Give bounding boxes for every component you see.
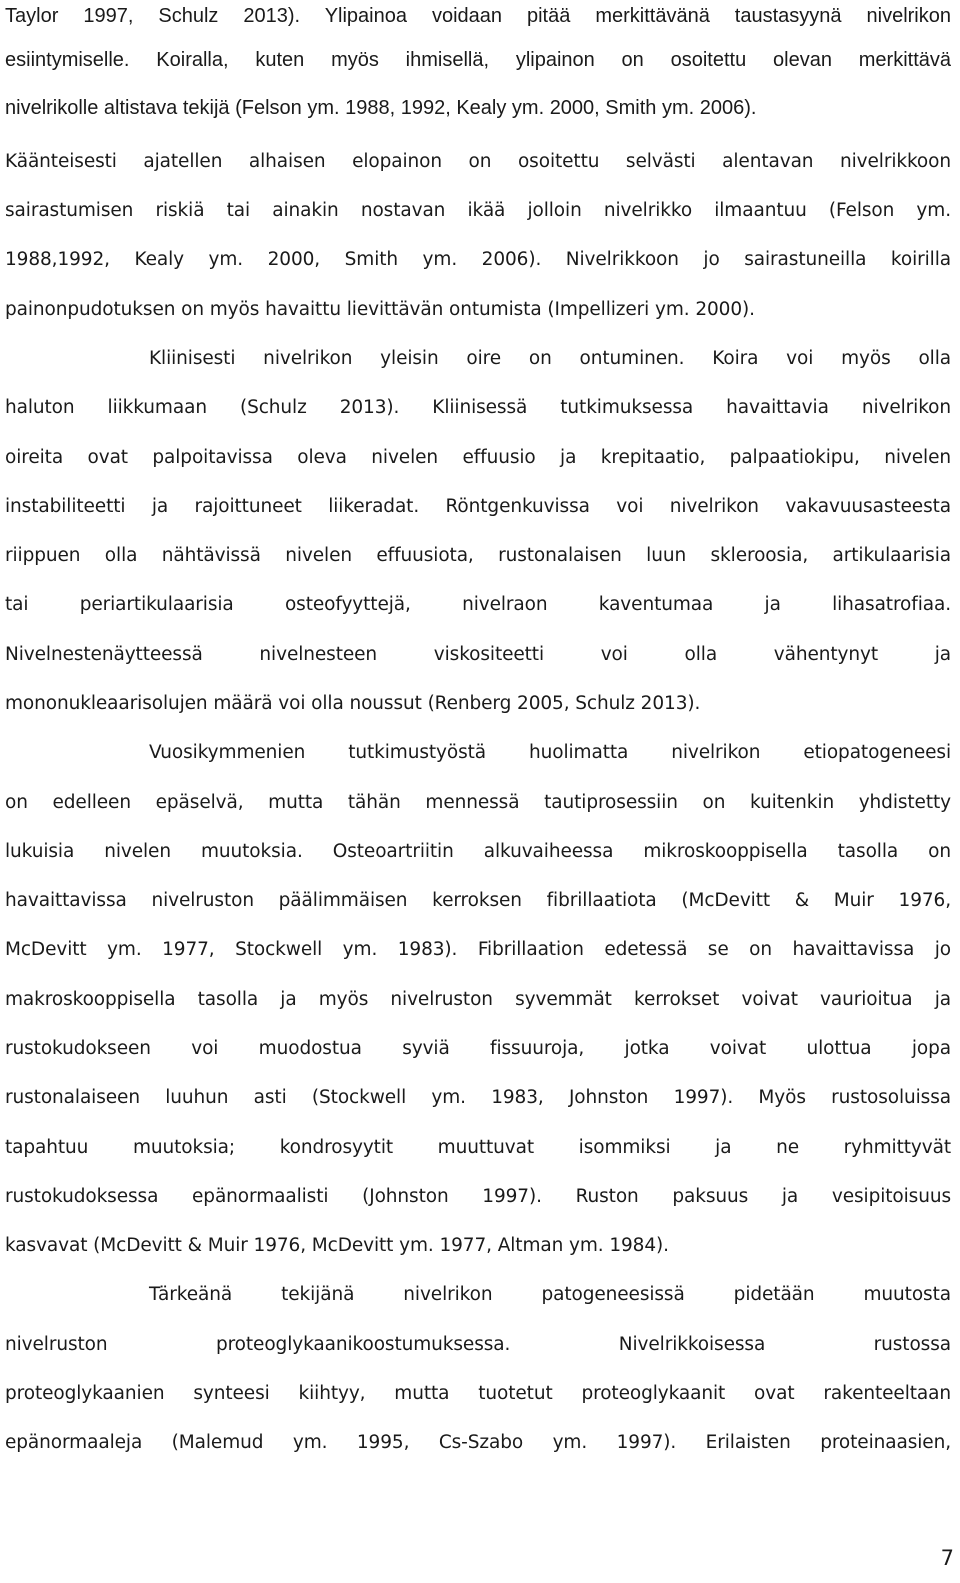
text-line: kasvavat (McDevitt & Muir 1976, McDevitt ym. 1977, Altman ym. 1984). [5, 1235, 669, 1256]
text-line: tapahtuu muutoksia; kondrosyytit muuttuvat isommiksi ja ne ryhmittyvät [5, 1137, 951, 1158]
page-number: 7 [940, 1546, 954, 1570]
text-line: Tärkeänä tekijänä nivelrikon patogeneesissä pidetään muutosta [149, 1284, 951, 1305]
text-line: Kliinisesti nivelrikon yleisin oire on ontuminen. Koira voi myös olla [149, 348, 951, 369]
text-line: sairastumisen riskiä tai ainakin nostavan ikää jolloin nivelrikko ilmaantuu (Felson ym. [5, 200, 951, 221]
text-line: Vuosikymmenien tutkimustyöstä huolimatta nivelrikon etiopatogeneesi [149, 742, 951, 763]
text-line: Taylor 1997, Schulz 2013). Ylipainoa voidaan pitää merkittävänä taustasyynä nivelrikon [5, 5, 951, 27]
text-line: haluton liikkumaan (Schulz 2013). Kliinisessä tutkimuksessa havaittavia nivelrikon [5, 397, 951, 418]
text-line: oireita ovat palpoitavissa oleva nivelen effuusio ja krepitaatio, palpaatiokipu, nivelen [5, 447, 951, 468]
document-page [5, 0, 951, 1583]
text-line: rustonalaiseen luuhun asti (Stockwell ym. 1983, Johnston 1997). Myös rustosoluissa [5, 1087, 951, 1108]
text-line: mononukleaarisolujen määrä voi olla noussut (Renberg 2005, Schulz 2013). [5, 693, 701, 714]
text-line: on edelleen epäselvä, mutta tähän mennessä tautiprosessiin on kuitenkin yhdistetty [5, 792, 951, 813]
text-line: 1988,1992, Kealy ym. 2000, Smith ym. 2006). Nivelrikkoon jo sairastuneilla koirilla [5, 249, 951, 270]
text-line: Nivelnestenäytteessä nivelnesteen viskositeetti voi olla vähentynyt ja [5, 644, 951, 665]
text-line: riippuen olla nähtävissä nivelen effuusiota, rustonalaisen luun skleroosia, artikulaarisia [5, 545, 951, 566]
text-line: nivelruston proteoglykaanikoostumuksessa. Nivelrikkoisessa rustossa [5, 1334, 951, 1355]
text-line: nivelrikolle altistava tekijä (Felson ym. 1988, 1992, Kealy ym. 2000, Smith ym. 2006). [5, 97, 757, 119]
text-line: rustokudokseen voi muodostua syviä fissuuroja, jotka voivat ulottua jopa [5, 1038, 951, 1059]
text-line: esiintymiselle. Koiralla, kuten myös ihmisellä, ylipainon on osoitettu olevan merkittävä [5, 49, 951, 71]
text-line: epänormaaleja (Malemud ym. 1995, Cs-Szabo ym. 1997). Erilaisten proteinaasien, [5, 1432, 951, 1453]
text-line: McDevitt ym. 1977, Stockwell ym. 1983). Fibrillaation edetessä se on havaittavissa jo [5, 939, 951, 960]
text-line: lukuisia nivelen muutoksia. Osteoartriitin alkuvaiheessa mikroskooppisella tasolla on [5, 841, 951, 862]
text-line: havaittavissa nivelruston päälimmäisen kerroksen fibrillaatiota (McDevitt & Muir 1976, [5, 890, 951, 911]
text-line: makroskooppisella tasolla ja myös nivelruston syvemmät kerrokset voivat vaurioitua ja [5, 989, 951, 1010]
text-line: painonpudotuksen on myös havaittu lievittävän ontumista (Impellizeri ym. 2000). [5, 299, 755, 320]
text-line: tai periartikulaarisia osteofyyttejä, nivelraon kaventumaa ja lihasatrofiaa. [5, 594, 951, 615]
text-line: proteoglykaanien synteesi kiihtyy, mutta tuotetut proteoglykaanit ovat rakenteeltaan [5, 1383, 951, 1404]
text-line: instabiliteetti ja rajoittuneet liikeradat. Röntgenkuvissa voi nivelrikon vakavuusasteesta [5, 496, 951, 517]
text-line: rustokudoksessa epänormaalisti (Johnston 1997). Ruston paksuus ja vesipitoisuus [5, 1186, 951, 1207]
text-line: Käänteisesti ajatellen alhaisen elopainon on osoitettu selvästi alentavan nivelrikkoon [5, 151, 951, 172]
